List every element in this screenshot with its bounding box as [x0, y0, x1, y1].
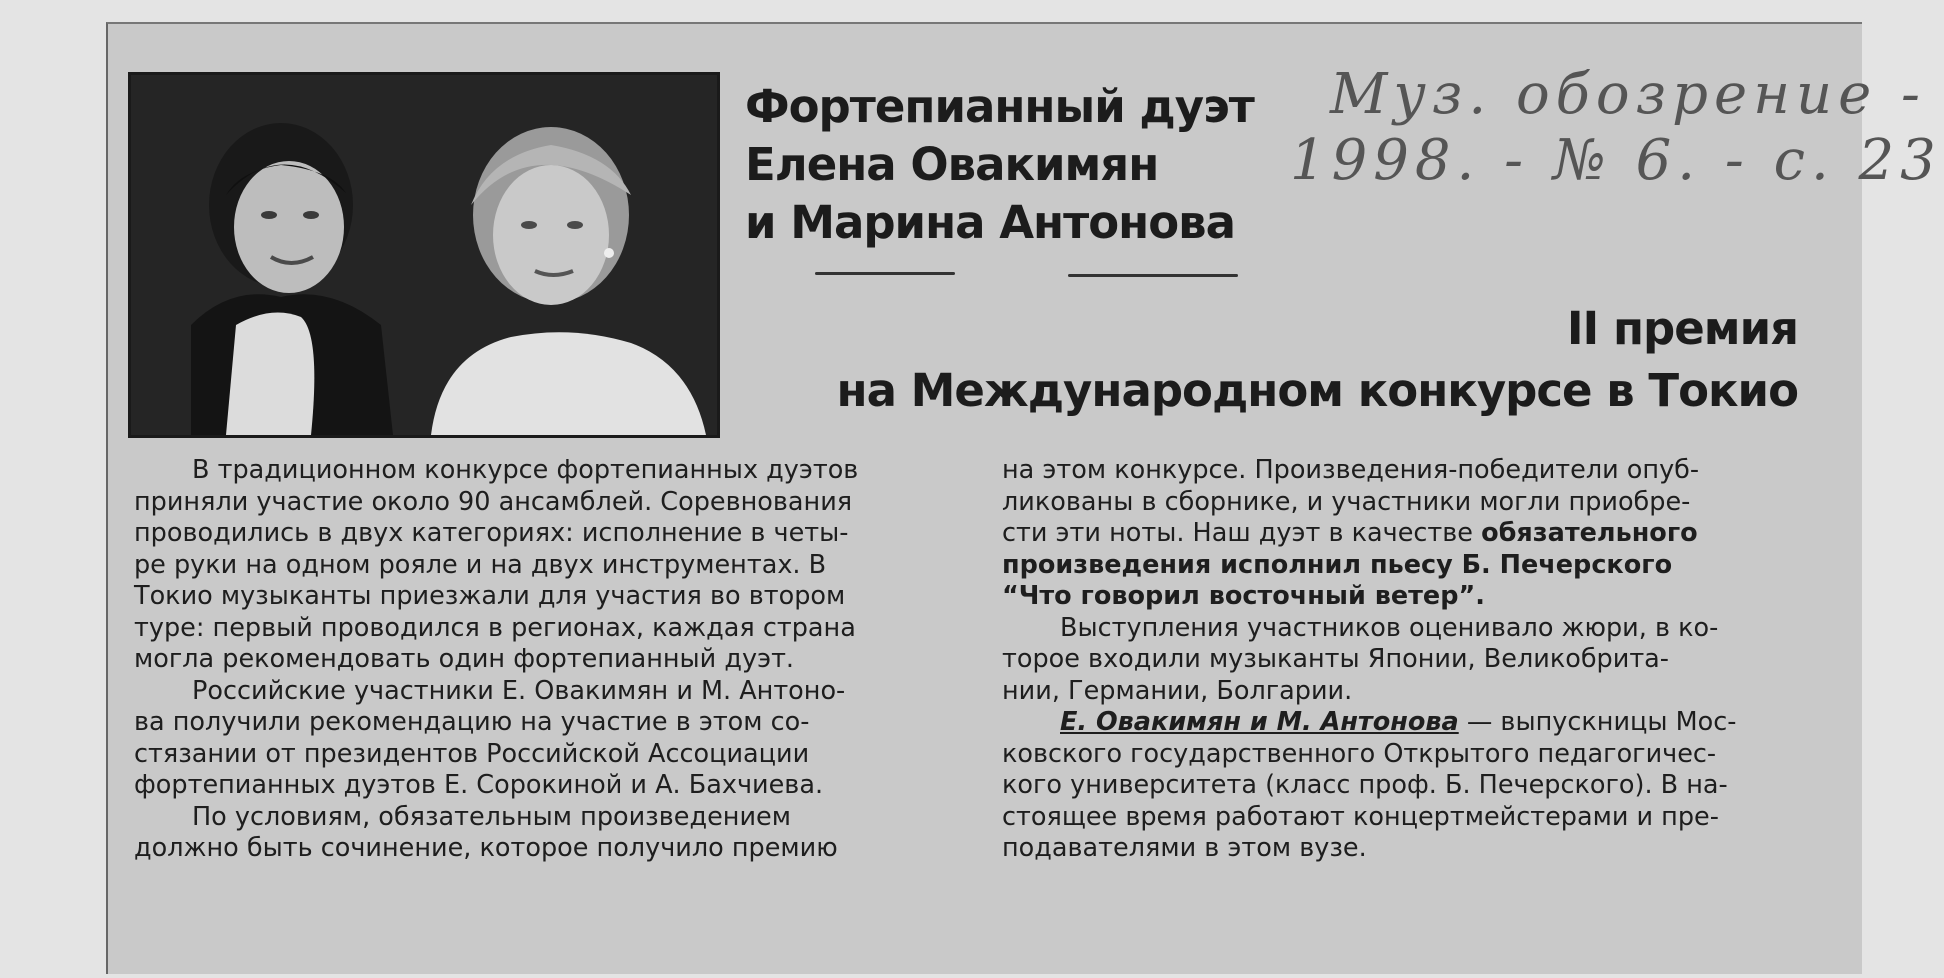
headline-line-1: Фортепианный дуэт	[745, 80, 1254, 133]
text-run: сти эти ноты. Наш дуэт в качестве	[1002, 518, 1482, 548]
handwritten-source-line-1: Муз. обозрение -	[1330, 62, 1926, 127]
text-line: торое входили музыканты Японии, Великобрита-	[1002, 644, 1669, 674]
text-line: нии, Германии, Болгарии.	[1002, 675, 1353, 706]
text-line: приняли участие около 90 ансамблей. Соревнования	[134, 486, 853, 517]
handwritten-source-line-2: 1998. - № 6. - с. 23	[1290, 128, 1942, 193]
bold-text-line: “Что говорил восточный ветер”.	[1002, 581, 1485, 611]
article-headline	[745, 78, 1254, 252]
subhead-line-2: на Международном конкурсе в Токио	[836, 364, 1798, 417]
duo-photo	[128, 72, 720, 438]
text-line	[1002, 707, 1844, 739]
two-women-portrait-icon	[131, 75, 717, 435]
pen-underline-mark	[815, 272, 955, 275]
bold-text-line: произведения исполнил пьесу Б. Печерского	[1002, 549, 1673, 580]
bold-text-run: обязательного	[1481, 518, 1698, 548]
text-line: В традиционном конкурсе фортепианных дуэтов	[192, 455, 859, 485]
text-line: стоящее время работают концертмейстерами и пре-	[1002, 801, 1719, 832]
text-line: должно быть сочинение, которое получило премию	[134, 833, 838, 863]
text-line: ре руки на одном рояле и на двух инструментах. В	[134, 549, 827, 580]
text-line: ковского государственного Открытого педагогичес-	[1002, 738, 1717, 769]
text-line: кого университета (класс проф. Б. Печерского). В на-	[1002, 770, 1728, 800]
text-run: — выпускницы Мос-	[1458, 707, 1737, 737]
pen-underline-mark	[1068, 274, 1238, 277]
subhead-line-1: II премия	[1566, 302, 1798, 355]
article-right-column	[1002, 455, 1844, 865]
author-names-run: Е. Овакимян и М. Антонова	[1060, 707, 1459, 737]
text-line: По условиям, обязательным произведением	[192, 801, 791, 832]
text-line: Токио музыканты приезжали для участия во втором	[134, 581, 846, 611]
text-line: фортепианных дуэтов Е. Сорокиной и А. Бахчиева.	[134, 770, 824, 800]
text-line: на этом конкурсе. Произведения-победители опуб-	[1002, 455, 1700, 485]
text-line: могла рекомендовать один фортепианный дуэт.	[134, 644, 795, 674]
text-line: проводились в двух категориях: исполнение в четы-	[134, 518, 849, 548]
text-line: ликованы в сборнике, и участники могли приобре-	[1002, 486, 1691, 517]
text-line: стязании от президентов Российской Ассоциации	[134, 738, 810, 769]
text-line	[1002, 518, 1844, 550]
text-line: подавателями в этом вузе.	[1002, 833, 1367, 863]
text-line: ва получили рекомендацию на участие в этом со-	[134, 707, 810, 737]
text-line: Выступления участников оценивало жюри, в ко-	[1060, 612, 1719, 643]
article-left-column	[134, 455, 974, 865]
text-line: Российские участники Е. Овакимян и М. Антоно-	[192, 675, 846, 706]
text-line: туре: первый проводился в регионах, каждая страна	[134, 612, 856, 643]
headline-line-3: и Марина Антонова	[745, 196, 1235, 249]
headline-line-2: Елена Овакимян	[745, 138, 1159, 191]
article-subheadline	[836, 298, 1798, 422]
